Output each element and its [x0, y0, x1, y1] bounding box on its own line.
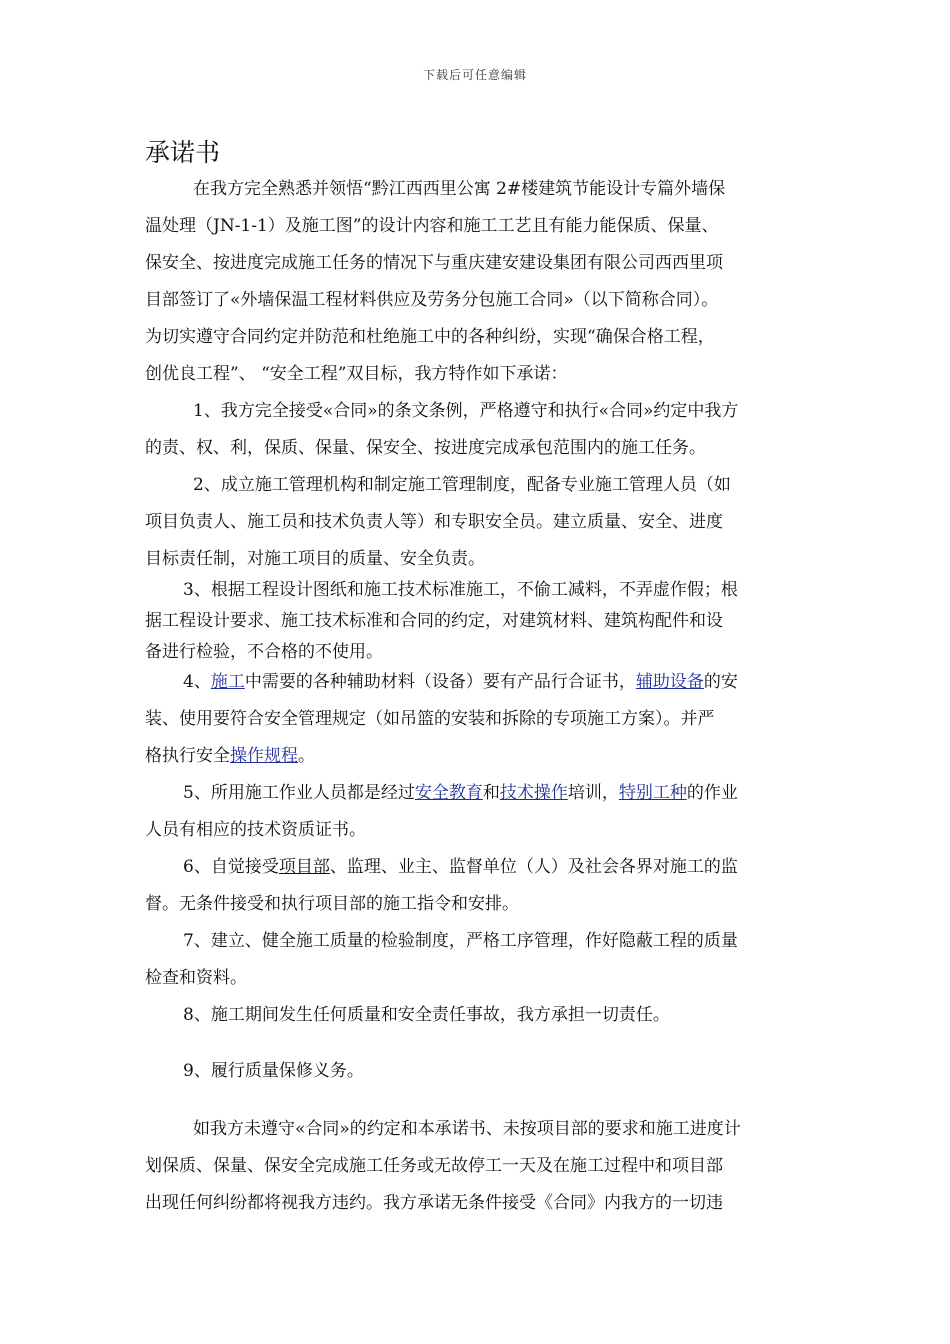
link-jishu-caozuo[interactable]: 技术操作: [499, 783, 568, 803]
intro-line-4: 目部签订了«外墙保温工程材料供应及劳务分包施工合同»（以下简称合同）。: [145, 290, 719, 310]
item4-line-1: [183, 671, 738, 693]
link-caozuo-guicheng[interactable]: 操作规程: [230, 746, 298, 766]
item4-line-3: [145, 745, 315, 767]
item1-line-1: 1、我方完全接受«合同»的条文条例，严格遵守和执行«合同»约定中我方: [193, 401, 739, 421]
item6-text-b: 、监理、业主、监督单位（人）及社会各界对施工的监: [329, 857, 738, 877]
item2-line-1: 2、成立施工管理机构和制定施工管理制度，配备专业施工管理人员（如: [193, 475, 731, 495]
item2-line-3: 目标责任制，对施工项目的质量、安全负责。: [145, 549, 485, 569]
item3-line-3: 备进行检验，不合格的不使用。: [145, 642, 383, 662]
item9-line: 9、履行质量保修义务。: [183, 1061, 364, 1081]
item3-line-1: 3、根据工程设计图纸和施工技术标准施工，不偷工减料，不弄虚作假；根: [183, 580, 738, 600]
item2-line-2: 项目负责人、施工员和技术负责人等）和专职安全员。建立质量、安全、进度: [145, 512, 723, 532]
xiangmubu-underlined: 项目部: [278, 857, 330, 877]
item8-line: 8、施工期间发生任何质量和安全责任事故，我方承担一切责任。: [183, 1005, 670, 1025]
intro-line-6: 创优良工程”、 “安全工程”双目标，我方特作如下承诺：: [145, 364, 568, 384]
intro-line-2: 温处理（JN-1-1）及施工图”的设计内容和施工工艺且有能力能保质、保量、: [145, 216, 719, 236]
page-title: 承诺书: [145, 138, 221, 167]
link-fuzhu-shebei[interactable]: 辅助设备: [635, 672, 704, 692]
item5-line-2: 人员有相应的技术资质证书。: [145, 820, 366, 840]
intro-line-5: 为切实遵守合同约定并防范和杜绝施工中的各种纠纷，实现“确保合格工程，: [145, 327, 715, 347]
closing-line-1: 如我方未遵守«合同»的约定和本承诺书、未按项目部的要求和施工进度计: [193, 1119, 741, 1139]
item6-text-a: 6、自觉接受: [183, 857, 279, 877]
item4-text-e: 。: [298, 746, 315, 766]
item5-text-b: 和: [482, 783, 500, 803]
item1-line-2: 的责、权、利，保质、保量、保安全、按进度完成承包范围内的施工任务。: [145, 438, 706, 458]
item4-line-2: 装、使用要符合安全管理规定（如吊篮的安装和拆除的专项施工方案）。并严: [145, 709, 715, 729]
link-tebie-gongzhong[interactable]: 特别工种: [618, 783, 687, 803]
item5-text-d: 的作业: [686, 783, 738, 803]
link-anquan-jiaoyu[interactable]: 安全教育: [414, 783, 483, 803]
item4-text-a: 4、: [183, 672, 211, 692]
intro-line-1: 在我方完全熟悉并领悟“黔江西西里公寓 2#楼建筑节能设计专篇外墙保: [193, 179, 726, 199]
item5-text-c: 培训，: [567, 783, 619, 803]
item3-line-2: 据工程设计要求、施工技术标准和合同的约定，对建筑材料、建筑构配件和设: [145, 611, 723, 631]
closing-line-2: 划保质、保量、保安全完成施工任务或无故停工一天及在施工过程中和项目部: [145, 1156, 723, 1176]
closing-line-3: 出现任何纠纷都将视我方违约。我方承诺无条件接受《合同》内我方的一切违: [145, 1193, 723, 1213]
item4-text-b: 中需要的各种辅助材料（设备）要有产品行合证书，: [244, 672, 636, 692]
item7-line-2: 检查和资料。: [145, 968, 247, 988]
item4-text-c: 的安: [703, 672, 738, 692]
item4-text-d: 格执行安全: [145, 746, 230, 766]
header-note: 下载后可任意编辑: [422, 68, 527, 82]
item5-line-1: [183, 782, 738, 804]
item5-text-a: 5、所用施工作业人员都是经过: [183, 783, 415, 803]
link-shigong[interactable]: 施工: [210, 672, 245, 692]
item6-line-1: [183, 856, 738, 878]
item6-line-2: 督。无条件接受和执行项目部的施工指令和安排。: [145, 894, 519, 914]
item7-line-1: 7、建立、健全施工质量的检验制度，严格工序管理，作好隐蔽工程的质量: [183, 931, 738, 951]
intro-line-3: 保安全、按进度完成施工任务的情况下与重庆建安建设集团有限公司西西里项: [145, 253, 723, 273]
